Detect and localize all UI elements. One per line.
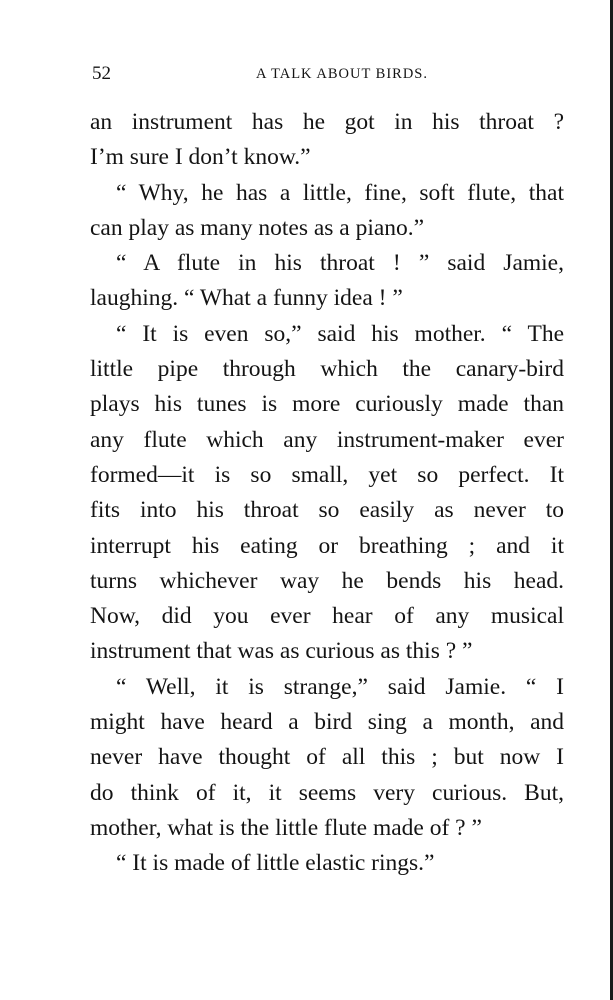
text-line: can play as many notes as a piano.”: [90, 214, 425, 241]
text-line: formed—it is so small, yet so perfect. It: [90, 461, 564, 488]
text-line: instrument that was as curious as this ? ”: [90, 638, 473, 665]
text-line: interrupt his eating or breathing ; and it: [90, 532, 564, 559]
text-line: “ Why, he has a little, fine, soft flute, that: [116, 179, 564, 206]
text-line: mother, what is the little flute made of ? ”: [90, 814, 482, 841]
text-line: “ Well, it is strange,” said Jamie. “ I: [116, 673, 564, 700]
text-line: “ It is made of little elastic rings.”: [116, 850, 435, 877]
body-text: [90, 105, 564, 882]
text-line: fits into his throat so easily as never to: [90, 497, 564, 524]
text-line: laughing. “ What a funny idea ! ”: [90, 285, 403, 312]
text-line: do think of it, it seems very curious. But,: [90, 779, 564, 806]
text-line: little pipe through which the canary-bird: [90, 356, 564, 383]
page-number: 52: [92, 63, 111, 84]
text-line: an instrument has he got in his throat ?: [90, 109, 564, 135]
text-line: I’m sure I don’t know.”: [90, 144, 311, 171]
page-header: [92, 62, 562, 86]
text-line: never have thought of all this ; but now I: [90, 744, 564, 771]
text-line: “ It is even so,” said his mother. “ The: [116, 320, 564, 347]
text-line: might have heard a bird sing a month, and: [90, 709, 564, 736]
text-line: any flute which any instrument-maker ever: [90, 426, 564, 453]
text-line: turns whichever way he bends his head.: [90, 567, 564, 594]
text-line: Now, did you ever hear of any musical: [90, 603, 564, 630]
text-line: “ A flute in his throat ! ” said Jamie,: [116, 250, 564, 277]
text-line: plays his tunes is more curiously made than: [90, 391, 564, 418]
running-head: A TALK ABOUT BIRDS.: [256, 66, 428, 82]
